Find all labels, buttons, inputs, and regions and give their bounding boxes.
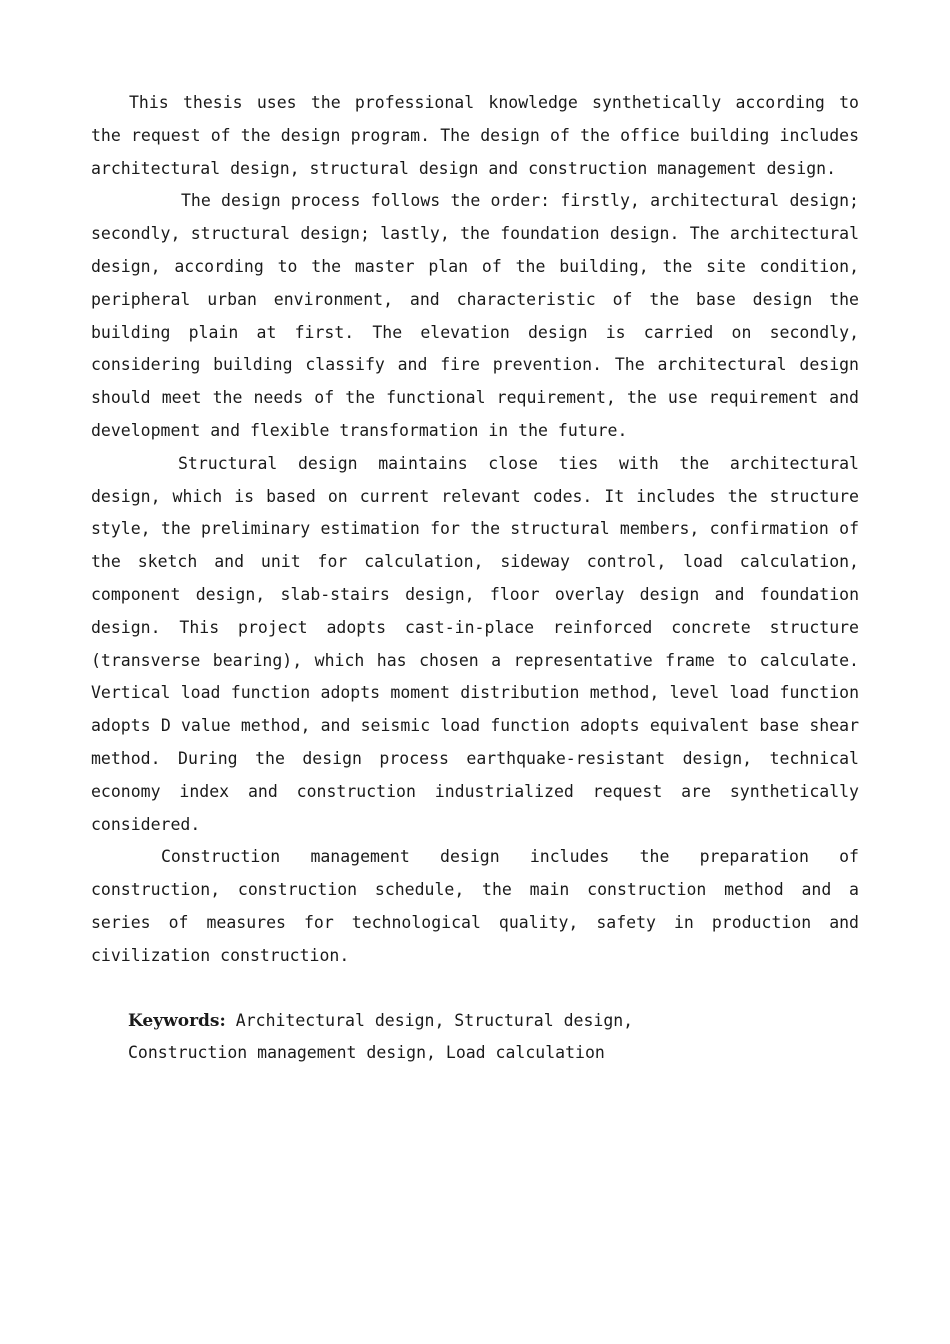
abstract-paragraph-3: Structural design maintains close ties with the architectural design, which is based on current relevant codes. It includes the structure style, the preliminary estimation for the structural members, confirmation of the sketch and unit for calculation, sideway control, load calculation, component design, slab-stairs design, floor overlay design and foundation design. This project adopts cast-in-place reinforced concrete structure (transverse bearing), which has chosen a representative frame to calculate. Vertical load function adopts moment distribution method, level load function adopts D value method, and seismic load function adopts equivalent base shear method. During the design process earthquake-resistant design, technical economy index and construction industrialized request are synthetically considered. [91, 453, 859, 834]
abstract-paragraph-2: The design process follows the order: firstly, architectural design; secondly, structural design; lastly, the foundation design. The architectural design, according to the master plan of the building, the site condition, peripheral urban environment, and characteristic of the base design the building plain at first. The elevation design is carried on secondly, considering building classify and fire prevention. The architectural design should meet the needs of the functional requirement, the use requirement and development and flexible transformation in the future. [91, 191, 859, 440]
keywords-list-first: Architectural design, Structural design, [235, 1010, 634, 1030]
abstract-paragraph-4: Construction management design includes the preparation of construction, construction schedule, the main construction method and a series of measures for technological quality, safety in production and civilization construction. [91, 847, 859, 965]
abstract-paragraph-1: This thesis uses the professional knowledge synthetically according to the request of the design program. The design of the office building includes architectural design, structural design and construction management design. [91, 93, 859, 178]
keywords-line-1 [128, 1005, 859, 1038]
keywords-section [91, 1005, 859, 1071]
abstract-body [91, 87, 859, 1070]
keywords-line-2: Construction management design, Load calculation [128, 1043, 605, 1063]
keywords-label: Keywords: [128, 1010, 226, 1031]
